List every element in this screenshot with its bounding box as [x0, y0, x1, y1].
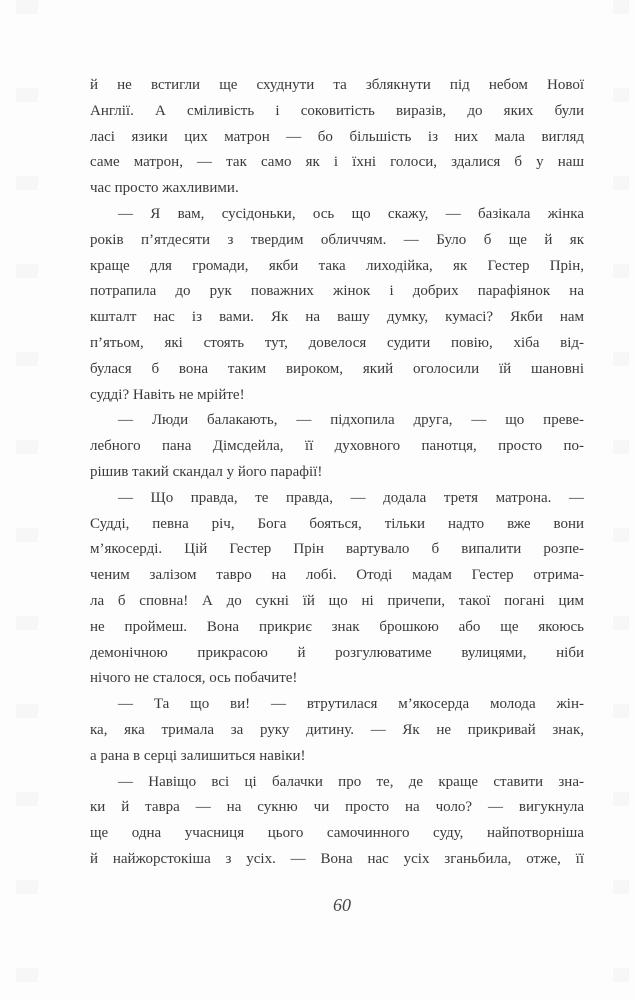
- text-line: — Люди балакають, — підхопила друга, — що преве-: [118, 412, 584, 429]
- text-line: не проймеш. Вона прикриє знак брошкою або ще якоюсь: [90, 618, 584, 635]
- text-line: булася б вона таким вироком, який оголосили їй шановні: [90, 360, 584, 377]
- text-line: — Навіщо всі ці балачки про те, де краще ставити зна-: [118, 773, 584, 790]
- text-line: ка, яка тримала за руку дитину. — Як не прикривай знак,: [90, 721, 584, 738]
- text-line: ченим залізом тавро на лобі. Отоді мадам Гестер отрима-: [90, 567, 584, 584]
- text-line: рішив такий скандал у його парафії!: [90, 463, 323, 480]
- text-line: потрапила до рук поважних жінок і добрих парафіянок на: [90, 283, 584, 300]
- text-line: Судді, певна річ, Бога бояться, тільки надто вже вони: [90, 515, 584, 532]
- text-line: п’ятьом, які стоять тут, довелося судити повію, хіба від-: [90, 334, 584, 351]
- text-line: а рана в серці залишиться навіки!: [90, 747, 306, 764]
- text-line: й найжорстокіша з усіх. — Вона нас усіх зганьбила, отже, її: [90, 850, 584, 867]
- text-line: краще для громади, якби така лиходійка, як Гестер Прін,: [90, 257, 584, 274]
- text-line: й не встигли ще схуднути та зблякнути під небом Нової: [90, 77, 584, 93]
- text-line: час просто жахливими.: [90, 180, 239, 197]
- text-line: демонічною прикрасою й розгулюватиме вулицями, ніби: [90, 644, 584, 661]
- scan-artifact-left: [16, 0, 38, 1000]
- text-line: ще одна учасниця цього самочинного суду, найпотворніша: [90, 825, 584, 842]
- text-line: лебного пана Дімсдейла, її духовного панотця, просто по-: [90, 438, 584, 455]
- scan-artifact-right: [613, 0, 629, 1000]
- page-number: 60: [333, 895, 351, 915]
- text-line: ла б сповна! А до сукні їй що ні причепи, такої погані цим: [90, 592, 584, 609]
- text-line: нічого не сталося, ось побачите!: [90, 670, 298, 687]
- text-line: — Я вам, сусідоньки, ось що скажу, — базікала жінка: [118, 205, 584, 222]
- text-line: саме матрон, — так само як і їхні голоси, здалися б у наш: [90, 154, 584, 171]
- text-line: судді? Навіть не мрійте!: [90, 386, 245, 403]
- text-line: кшталт нас із вами. Як на вашу думку, кумасі? Якби нам: [90, 309, 584, 326]
- page-text-block: [90, 73, 584, 873]
- text-line: Англії. А сміливість і соковитість виразів, до яких були: [90, 102, 584, 119]
- text-line: — Та що ви! — втрутилася м’якосерда молода жін-: [118, 696, 584, 713]
- text-line: — Що правда, те правда, — додала третя матрона. —: [118, 489, 584, 506]
- text-line: м’якосерді. Цій Гестер Прін вартувало б випалити розпе-: [90, 541, 584, 558]
- text-line: ласі язики цих матрон — бо більшість із них мала вигляд: [90, 128, 584, 145]
- text-line: ки й тавра — на сукню чи просто на чоло? — вигукнула: [90, 799, 584, 816]
- text-line: років п’ятдесяти з твердим обличчям. — Було б ще й як: [90, 231, 584, 248]
